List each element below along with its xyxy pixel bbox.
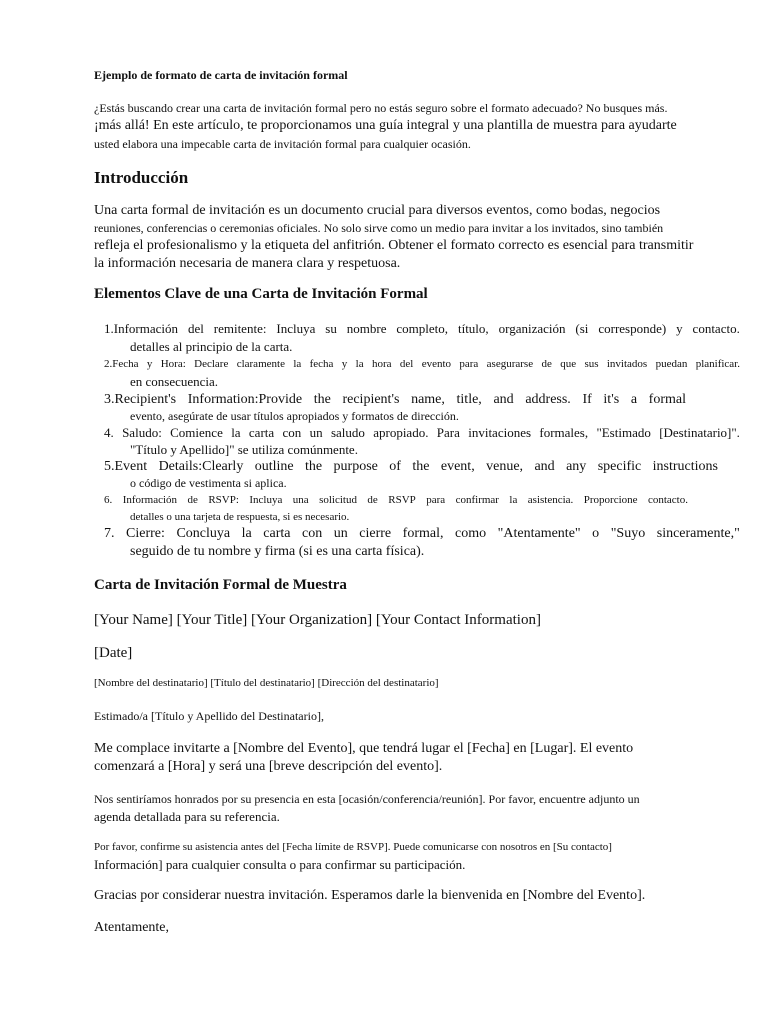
paragraph-line: Me complace invitarte a [Nombre del Evento], que tendrá lugar el [Fecha] en [Lugar]. El evento: [94, 741, 634, 756]
paragraph-line: reuniones, conferencias o ceremonias oficiales. No solo sirve como un medio para invitar a los invitados, sino también: [94, 220, 664, 235]
paragraph-line: la información necesaria de manera clara y respetuosa.: [94, 255, 401, 271]
list-item-continuation: evento, asegúrate de usar títulos apropiados y formatos de dirección.: [130, 409, 459, 423]
greeting: Estimado/a [Título y Apellido del Destinatario],: [94, 709, 324, 723]
confirm-paragraph: [94, 838, 612, 874]
list-item-continuation: en consecuencia.: [130, 374, 219, 389]
paragraph-line: Información] para cualquier consulta o para confirmar su participación.: [94, 857, 466, 872]
list-item-continuation: seguido de tu nombre y firma (si es una carta física).: [130, 544, 425, 559]
intro-line: ¡más allá! En este artículo, te proporcionamos una guía integral y una plantilla de muestra para ayudarte: [94, 118, 677, 133]
list-item: [104, 424, 740, 458]
list-item-continuation: o código de vestimenta si aplica.: [130, 476, 287, 490]
list-item-line: 1.Información del remitente: Incluya su nombre completo, título, organización (si corresponde) y contacto.: [104, 321, 740, 336]
paragraph-line: Por favor, confirme su asistencia antes del [Fecha límite de RSVP]. Puede comunicarse con nosotros en [Su contacto]: [94, 841, 612, 853]
elementos-list: [104, 320, 740, 561]
list-item: [104, 391, 740, 424]
list-item-continuation: detalles al principio de la carta.: [130, 339, 293, 354]
list-item-line: 5.Event Details:Clearly outline the purpose of the event, venue, and any specific instructions: [104, 459, 718, 474]
document-title: Ejemplo de formato de carta de invitación formal: [94, 68, 348, 82]
thanks-line: Gracias por considerar nuestra invitación. Esperamos darle la bienvenida en [Nombre del Evento].: [94, 888, 646, 903]
intro-paragraph: [94, 99, 677, 153]
list-item: [104, 320, 740, 356]
paragraph-line: Una carta formal de invitación es un documento crucial para diversos eventos, como bodas, negocios: [94, 203, 661, 218]
recipient-placeholder: [Nombre del destinatario] [Título del destinatario] [Dirección del destinatario]: [94, 677, 439, 689]
intro-line: usted elabora una impecable carta de invitación formal para cualquier ocasión.: [94, 137, 471, 151]
heading-introduccion: Introducción: [94, 168, 189, 187]
intro-line: ¿Estás buscando crear una carta de invitación formal pero no estás seguro sobre el formato adecuado? No busques más.: [94, 101, 668, 115]
paragraph-line: Nos sentiríamos honrados por su presencia en esta [ocasión/conferencia/reunión]. Por favor, encuentre adjunto un: [94, 792, 640, 806]
heading-carta-muestra: Carta de Invitación Formal de Muestra: [94, 577, 347, 593]
paragraph-line: agenda detallada para su referencia.: [94, 809, 280, 824]
list-item-line: 7. Cierre: Concluya la carta con un cierre formal, como "Atentamente" o "Suyo sinceramente,": [104, 526, 740, 541]
list-item-line: 4. Saludo: Comience la carta con un saludo apropiado. Para invitaciones formales, "Estimado [Destinatario]".: [104, 425, 740, 440]
list-item: [104, 458, 740, 491]
event-paragraph: [94, 740, 633, 776]
introduccion-paragraph: [94, 202, 693, 272]
closing-line: Atentamente,: [94, 920, 170, 935]
list-item-line: 6. Información de RSVP: Incluya una solicitud de RSVP para confirmar la asistencia. Proporcione contacto.: [104, 494, 688, 506]
heading-elementos-clave: Elementos Clave de una Carta de Invitación Formal: [94, 286, 428, 302]
list-item: [104, 491, 740, 525]
list-item-line: 2.Fecha y Hora: Declare claramente la fecha y la hora del evento para asegurarse de que sus invitados puedan planificar.: [104, 358, 740, 370]
paragraph-line: comenzará a [Hora] y será una [breve descripción del evento].: [94, 759, 443, 774]
list-item-continuation: "Título y Apellido]" se utiliza comúnmente.: [130, 442, 358, 457]
date-placeholder: [Date]: [94, 645, 133, 661]
honor-paragraph: [94, 790, 640, 826]
list-item-line: 3.Recipient's Information:Provide the recipient's name, title, and address. If it's a formal: [104, 392, 686, 407]
list-item-continuation: detalles o una tarjeta de respuesta, si es necesario.: [130, 511, 350, 523]
sender-placeholder: [Your Name] [Your Title] [Your Organization] [Your Contact Information]: [94, 612, 541, 628]
list-item: [104, 525, 740, 561]
list-item: [104, 356, 740, 391]
paragraph-line: refleja el profesionalismo y la etiqueta del anfitrión. Obtener el formato correcto es esencial para transmitir: [94, 238, 694, 253]
